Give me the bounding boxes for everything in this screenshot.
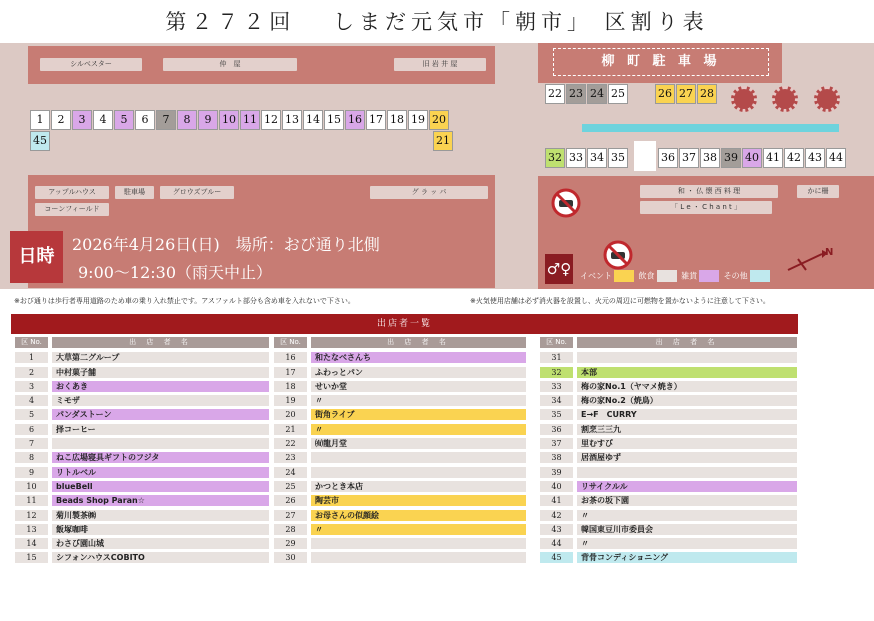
row-number: 37 — [540, 438, 573, 449]
row-number: 20 — [274, 409, 307, 420]
legend-food: 飲食 — [638, 271, 655, 281]
legend-event-swatch — [614, 270, 634, 282]
table-row — [274, 422, 526, 436]
row-number: 29 — [274, 538, 307, 549]
row-shop-name: 大草第二グループ — [52, 352, 269, 363]
table-row — [15, 380, 269, 394]
stall-20: 20 — [429, 110, 449, 130]
page-title: 第２７２回 しまだ元気市「朝市」 区割り表 — [165, 10, 709, 34]
row-number: 14 — [15, 538, 48, 549]
table-row — [274, 523, 526, 537]
table-row — [540, 537, 797, 551]
legend-misc: 雑貨 — [681, 271, 698, 281]
stall-7: 7 — [156, 110, 176, 130]
table-header — [540, 337, 797, 348]
col-header-name: 出 店 者 名 — [577, 337, 797, 348]
table-row — [540, 480, 797, 494]
shop-label-kanihe: かに柵 — [797, 185, 839, 198]
exhibitor-table-2 — [274, 337, 526, 565]
legend-other-swatch — [750, 270, 770, 282]
row-number: 31 — [540, 352, 573, 363]
exhibitor-table-1 — [15, 337, 269, 565]
table-row — [274, 537, 526, 551]
shop-label-kyuiwaiya: 旧 岩 井 屋 — [394, 58, 486, 71]
col-header-no: 区 No. — [540, 337, 573, 348]
stall-39: 39 — [721, 148, 741, 168]
table-row — [15, 465, 269, 479]
row-shop-name: 〃 — [311, 424, 526, 435]
table-row — [15, 551, 269, 565]
row-shop-name: 中村菓子舗 — [52, 367, 269, 378]
table-row — [540, 351, 797, 365]
shop-label-apple: アップルハウス — [35, 186, 109, 199]
row-shop-name — [311, 467, 526, 478]
table-row — [274, 437, 526, 451]
row-shop-name — [577, 467, 797, 478]
stall-8: 8 — [177, 110, 197, 130]
table-row — [274, 365, 526, 379]
row-shop-name — [311, 452, 526, 463]
stall-16: 16 — [345, 110, 365, 130]
row-number: 22 — [274, 438, 307, 449]
stall-10: 10 — [219, 110, 239, 130]
legend — [580, 270, 772, 282]
stall-26: 26 — [655, 84, 675, 104]
list-heading: 出店者一覧 — [11, 314, 798, 334]
table-row — [540, 551, 797, 565]
row-number: 8 — [15, 452, 48, 463]
stall-23: 23 — [566, 84, 586, 104]
stall-6: 6 — [135, 110, 155, 130]
date-place-line: 2026年4月26日(日) 場所：おび通り北側 — [72, 235, 380, 254]
table-row — [540, 494, 797, 508]
stall-24: 24 — [587, 84, 607, 104]
table-row — [540, 422, 797, 436]
stall-36: 36 — [658, 148, 678, 168]
row-number: 41 — [540, 495, 573, 506]
row-number: 26 — [274, 495, 307, 506]
table-row — [540, 508, 797, 522]
row-number: 2 — [15, 367, 48, 378]
row-shop-name: かつとき本店 — [311, 481, 526, 492]
row-number: 39 — [540, 467, 573, 478]
row-number: 19 — [274, 395, 307, 406]
row-number: 35 — [540, 409, 573, 420]
shop-label-grappa: グ ラ ッ パ — [370, 186, 488, 199]
table-row — [540, 394, 797, 408]
stall-11: 11 — [240, 110, 260, 130]
row-shop-name: 飯塚咖啡 — [52, 524, 269, 535]
row-shop-name — [311, 538, 526, 549]
table-row — [274, 351, 526, 365]
row-number: 10 — [15, 481, 48, 492]
shop-label-nakaya: 仲 屋 — [163, 58, 297, 71]
parking-label: 柳 町 駐 車 場 — [553, 48, 769, 76]
stall-17: 17 — [366, 110, 386, 130]
row-number: 23 — [274, 452, 307, 463]
row-number: 27 — [274, 510, 307, 521]
row-shop-name: おくあき — [52, 381, 269, 392]
row-shop-name: Beads Shop Paran☆ — [52, 495, 269, 506]
stall-2: 2 — [51, 110, 71, 130]
row-shop-name: わさび園山城 — [52, 538, 269, 549]
stall-27: 27 — [676, 84, 696, 104]
time-line: 9:00～12:30（雨天中止） — [78, 263, 273, 282]
row-shop-name: 韓国東豆川市委員会 — [577, 524, 797, 535]
row-number: 18 — [274, 381, 307, 392]
row-shop-name: 本部 — [577, 367, 797, 378]
row-shop-name: 陶芸市 — [311, 495, 526, 506]
row-number: 28 — [274, 524, 307, 535]
row-number: 42 — [540, 510, 573, 521]
row-shop-name: 和たなべさんち — [311, 352, 526, 363]
row-shop-name — [577, 352, 797, 363]
legend-event: イベント — [580, 271, 612, 281]
road-gap — [634, 141, 656, 171]
row-number: 34 — [540, 395, 573, 406]
stall-9: 9 — [198, 110, 218, 130]
table-row — [540, 380, 797, 394]
row-shop-name: 择コーヒー — [52, 424, 269, 435]
row-shop-name: お母さんの似顔絵 — [311, 510, 526, 521]
tree-2 — [772, 86, 798, 112]
stall-41: 41 — [763, 148, 783, 168]
stall-32: 32 — [545, 148, 565, 168]
stall-18: 18 — [387, 110, 407, 130]
stall-1: 1 — [30, 110, 50, 130]
row-number: 43 — [540, 524, 573, 535]
tree-3 — [814, 86, 840, 112]
note-fire: ※火気使用店舗は必ず消火器を設置し、火元の周辺に可燃物を置かないように注意して下さい。 — [470, 297, 770, 305]
table-row — [15, 537, 269, 551]
row-shop-name: 菊川製茶㈱ — [52, 510, 269, 521]
table-row — [274, 451, 526, 465]
stall-25: 25 — [608, 84, 628, 104]
table-row — [274, 380, 526, 394]
table-row — [540, 465, 797, 479]
stall-34: 34 — [587, 148, 607, 168]
no-car-icon — [551, 188, 581, 218]
row-shop-name — [311, 552, 526, 563]
stall-43: 43 — [805, 148, 825, 168]
row-number: 13 — [15, 524, 48, 535]
row-number: 45 — [540, 552, 573, 563]
stall-19: 19 — [408, 110, 428, 130]
legend-food-swatch — [657, 270, 677, 282]
row-shop-name: 〃 — [311, 395, 526, 406]
stall-21: 21 — [433, 131, 453, 151]
table-row — [274, 394, 526, 408]
table-row — [15, 394, 269, 408]
row-number: 4 — [15, 395, 48, 406]
row-shop-name: E→F CURRY — [577, 409, 797, 420]
row-number: 40 — [540, 481, 573, 492]
stall-22: 22 — [545, 84, 565, 104]
row-shop-name: お茶の坂下園 — [577, 495, 797, 506]
row-shop-name: 居酒屋ゆず — [577, 452, 797, 463]
shop-label-chushajo: 駐車場 — [115, 186, 154, 199]
row-number: 9 — [15, 467, 48, 478]
row-number: 38 — [540, 452, 573, 463]
table-row — [15, 523, 269, 537]
row-number: 12 — [15, 510, 48, 521]
row-shop-name: 里むすび — [577, 438, 797, 449]
table-row — [15, 365, 269, 379]
stall-40: 40 — [742, 148, 762, 168]
table-header — [15, 337, 269, 348]
col-header-name: 出 店 者 名 — [52, 337, 269, 348]
shop-label-washoku: 和 ・ 仏 懐 西 料 理 — [640, 185, 778, 198]
row-shop-name: 〃 — [577, 538, 797, 549]
table-row — [540, 523, 797, 537]
row-shop-name: せいか堂 — [311, 381, 526, 392]
row-number: 3 — [15, 381, 48, 392]
table-row — [274, 408, 526, 422]
legend-misc-swatch — [699, 270, 719, 282]
cyan-strip — [582, 124, 839, 132]
stall-33: 33 — [566, 148, 586, 168]
table-row — [274, 494, 526, 508]
stall-38: 38 — [700, 148, 720, 168]
stall-45: 45 — [30, 131, 50, 151]
table-row — [540, 365, 797, 379]
row-number: 6 — [15, 424, 48, 435]
row-number: 44 — [540, 538, 573, 549]
stall-4: 4 — [93, 110, 113, 130]
row-shop-name: リサイクルル — [577, 481, 797, 492]
table-header — [274, 337, 526, 348]
stall-28: 28 — [697, 84, 717, 104]
row-number: 1 — [15, 352, 48, 363]
table-row — [15, 480, 269, 494]
stall-5: 5 — [114, 110, 134, 130]
row-shop-name: 割烹三三九 — [577, 424, 797, 435]
stall-44: 44 — [826, 148, 846, 168]
row-number: 7 — [15, 438, 48, 449]
row-number: 36 — [540, 424, 573, 435]
col-header-no: 区 No. — [15, 337, 48, 348]
row-number: 15 — [15, 552, 48, 563]
row-shop-name: リトルベル — [52, 467, 269, 478]
shop-label-silvester: シルベスター — [40, 58, 142, 71]
row-shop-name: パンダストーン — [52, 409, 269, 420]
table-row — [15, 437, 269, 451]
row-number: 17 — [274, 367, 307, 378]
row-number: 5 — [15, 409, 48, 420]
stall-35: 35 — [608, 148, 628, 168]
row-number: 33 — [540, 381, 573, 392]
col-header-no: 区 No. — [274, 337, 307, 348]
row-shop-name: ねこ広場寝具ギフトのフジタ — [52, 452, 269, 463]
row-shop-name: 〃 — [311, 524, 526, 535]
row-shop-name: シフォンハウスCOBITO — [52, 552, 269, 563]
stall-3: 3 — [72, 110, 92, 130]
table-row — [15, 508, 269, 522]
table-row — [274, 508, 526, 522]
row-shop-name: 梅の家No.2（焼鳥） — [577, 395, 797, 406]
row-shop-name: ㈲龍月堂 — [311, 438, 526, 449]
legend-other: その他 — [723, 271, 748, 281]
row-number: 11 — [15, 495, 48, 506]
row-number: 30 — [274, 552, 307, 563]
shop-label-lechant: 「 L e ・ C h a n t 」 — [640, 201, 772, 214]
row-shop-name: ミモザ — [52, 395, 269, 406]
table-row — [15, 451, 269, 465]
table-row — [274, 465, 526, 479]
row-shop-name: 〃 — [577, 510, 797, 521]
row-shop-name: ふわっとパン — [311, 367, 526, 378]
table-row — [274, 480, 526, 494]
table-row — [15, 351, 269, 365]
north-label: N — [825, 247, 834, 258]
row-shop-name: blueBell — [52, 481, 269, 492]
table-row — [540, 408, 797, 422]
table-row — [15, 494, 269, 508]
row-number: 16 — [274, 352, 307, 363]
stall-37: 37 — [679, 148, 699, 168]
row-number: 32 — [540, 367, 573, 378]
stall-15: 15 — [324, 110, 344, 130]
stall-13: 13 — [282, 110, 302, 130]
row-shop-name — [52, 438, 269, 449]
table-row — [15, 408, 269, 422]
row-shop-name: 街角ライブ — [311, 409, 526, 420]
stall-14: 14 — [303, 110, 323, 130]
row-shop-name: 梅の家No.1（ヤマメ焼き） — [577, 381, 797, 392]
row-number: 21 — [274, 424, 307, 435]
tree-1 — [731, 86, 757, 112]
no-car-icon-2 — [603, 240, 633, 270]
row-number: 25 — [274, 481, 307, 492]
stall-12: 12 — [261, 110, 281, 130]
table-row — [540, 437, 797, 451]
table-row — [540, 451, 797, 465]
table-row — [274, 551, 526, 565]
col-header-name: 出 店 者 名 — [311, 337, 526, 348]
restroom-icon: ♂♀ — [545, 254, 573, 284]
row-shop-name: 背骨コンディショニング — [577, 552, 797, 563]
stall-42: 42 — [784, 148, 804, 168]
exhibitor-table-3 — [540, 337, 797, 565]
shop-label-cornfield: コーンフィールド — [35, 203, 109, 216]
note-no-cars: ※おび通りは歩行者専用道路のため車の乗り入れ禁止です。アスファルト部分も含め車を入れないで下さい。 — [14, 297, 355, 305]
row-number: 24 — [274, 467, 307, 478]
date-label: 日時 — [10, 231, 63, 283]
shop-label-grows: グロウズブルー — [160, 186, 234, 199]
table-row — [15, 422, 269, 436]
